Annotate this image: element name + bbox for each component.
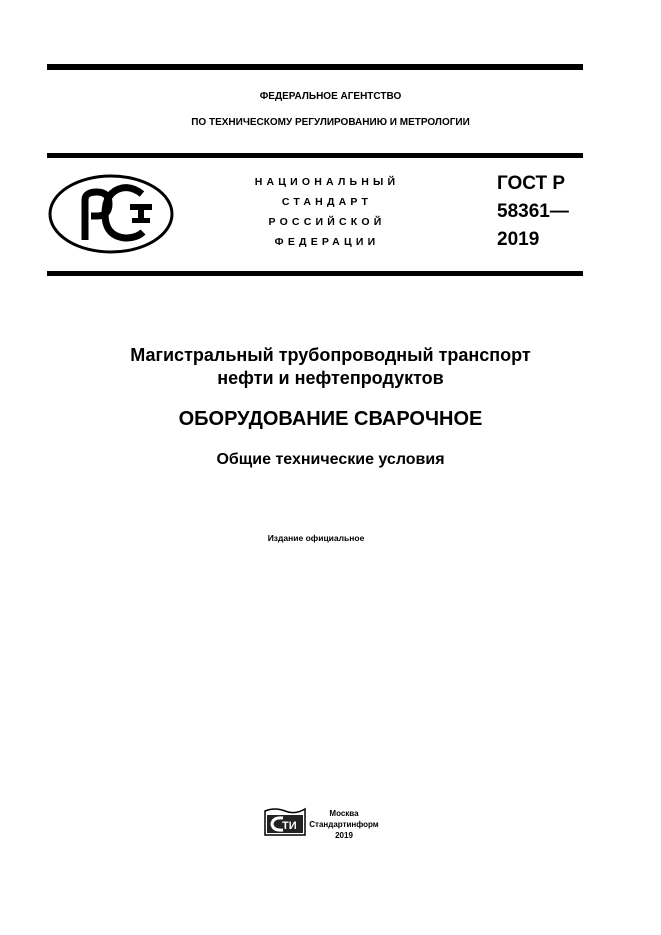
publisher-name: Стандартинформ <box>309 820 379 829</box>
gost-line-1: ГОСТ Р <box>497 173 566 194</box>
gost-line-2: 58361— <box>497 201 569 222</box>
agency-line-2: ПО ТЕХНИЧЕСКОМУ РЕГУЛИРОВАНИЮ И МЕТРОЛОГИИ <box>191 117 470 128</box>
publisher-info <box>308 808 380 841</box>
rst-gost-mark-icon <box>47 172 175 256</box>
national-line-2: СТАНДАРТ <box>281 196 373 208</box>
national-line-1: НАЦИОНАЛЬНЫЙ <box>254 176 400 188</box>
document-main-title: ОБОРУДОВАНИЕ СВАРОЧНОЕ <box>178 408 483 430</box>
standartinform-logo-icon <box>263 805 307 839</box>
middle-rule <box>47 153 583 158</box>
gost-designation <box>497 170 569 254</box>
national-line-4: ФЕДЕРАЦИИ <box>274 236 380 248</box>
publisher-year: 2019 <box>335 831 353 840</box>
top-rule <box>47 64 583 70</box>
bottom-rule <box>47 271 583 276</box>
title-line-2: нефти и нефтепродуктов <box>217 368 444 388</box>
gost-line-3: 2019 <box>497 229 540 250</box>
publisher-city: Москва <box>329 809 359 818</box>
edition-label: Издание официальное <box>267 533 365 543</box>
document-subtitle: Общие технические условия <box>216 451 445 468</box>
document-title <box>0 344 661 390</box>
national-line-3: РОССИЙСКОЙ <box>268 216 386 228</box>
agency-line-1: ФЕДЕРАЛЬНОЕ АГЕНТСТВО <box>259 91 402 102</box>
svg-text:ТИ: ТИ <box>282 820 297 832</box>
national-standard-label <box>232 172 422 252</box>
title-line-1: Магистральный трубопроводный транспорт <box>130 345 531 365</box>
